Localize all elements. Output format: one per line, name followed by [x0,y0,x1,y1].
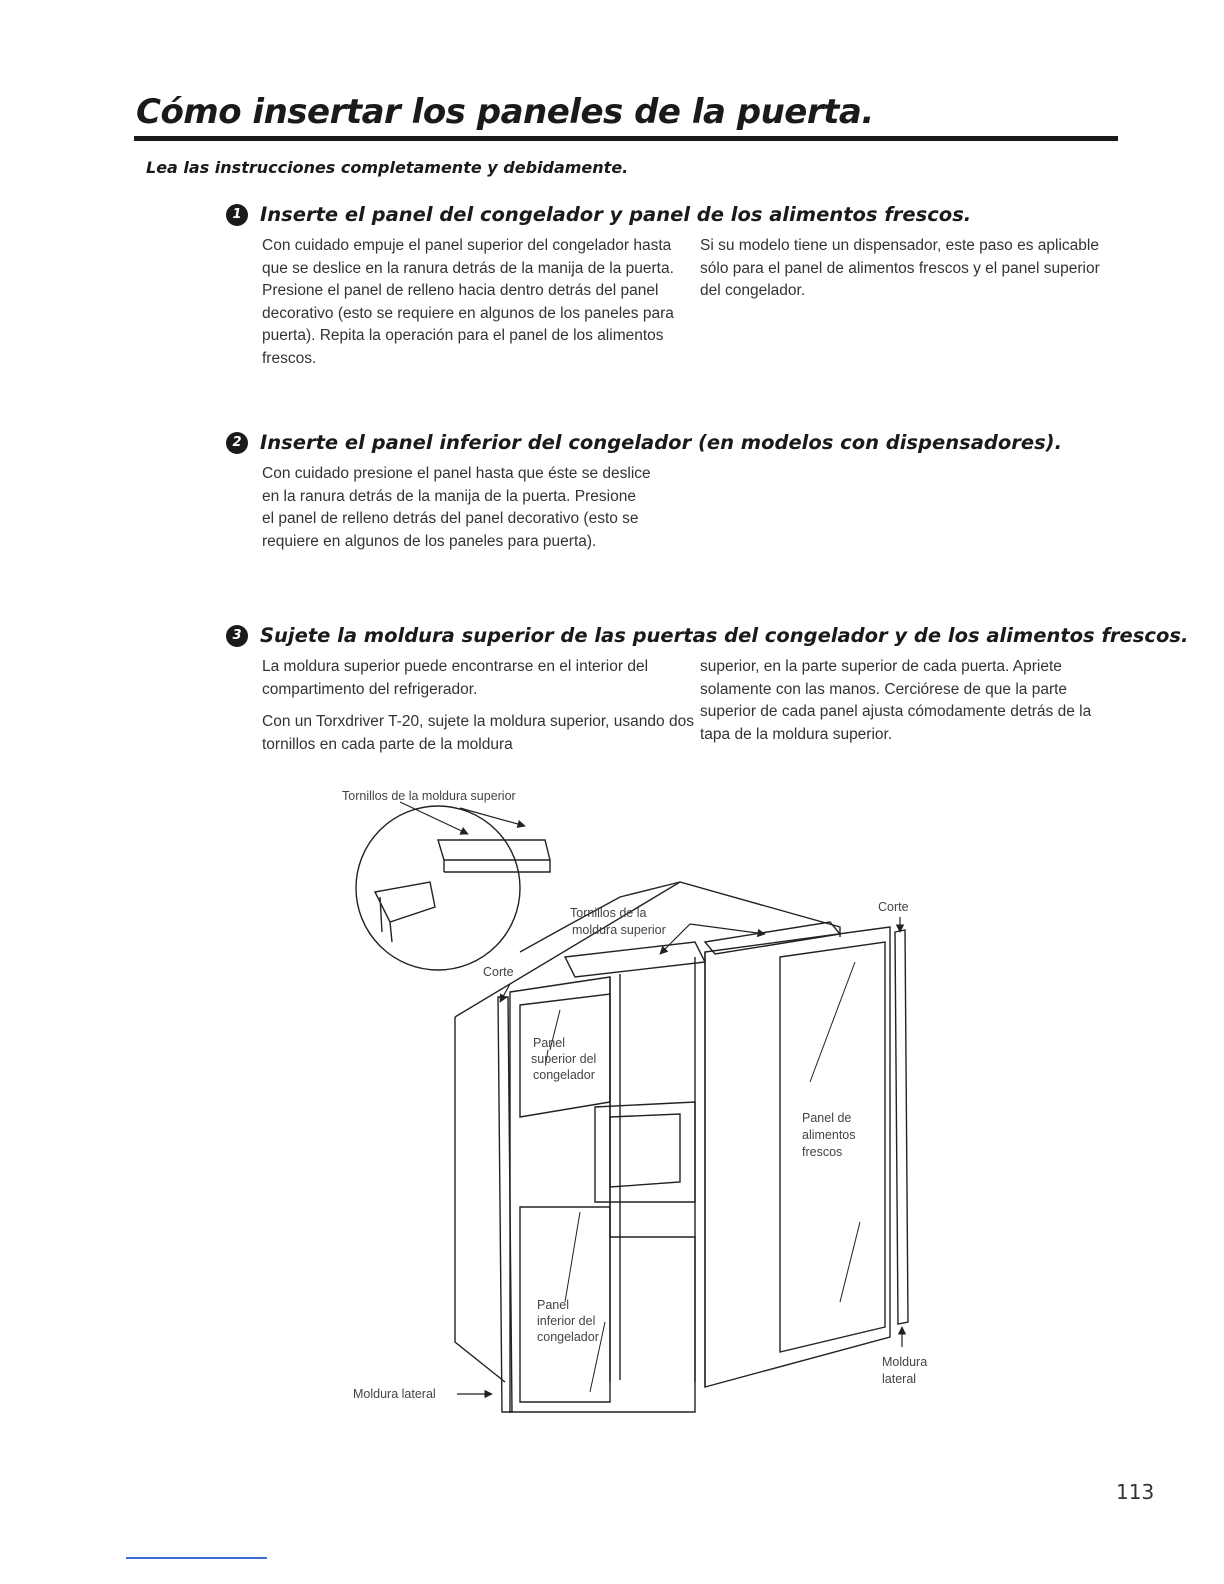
step-heading [226,624,1189,647]
step-title: Sujete la moldura superior de las puertas del congelador y de los alimentos frescos. [260,624,1189,647]
step-title: Inserte el panel del congelador y panel de los alimentos frescos. [260,203,972,226]
side-trim-right-label: Moldura [882,1355,928,1369]
step-body-right [700,656,1120,766]
footer-line [126,1557,267,1559]
step-body-left [262,463,652,563]
subtitle: Lea las instrucciones completamente y debidamente. [146,158,629,177]
paragraph: Con un Torxdriver T-20, sujete la moldura superior, usando dos tornillos en cada parte de la moldura [262,713,694,753]
step-body-right [700,235,1120,380]
screws-label: Tornillos de la [570,906,647,920]
fresh-food-label: Panel de [802,1111,852,1125]
step-body-left [262,235,700,380]
screws-label-2: moldura superior [572,923,666,937]
freezer-top-label: Panel [533,1036,565,1050]
step-3 [226,624,1189,766]
freezer-top-label-2: superior del [531,1052,597,1066]
step-1 [226,203,1126,380]
title-rule [134,136,1118,141]
page-title: Cómo insertar los paneles de la puerta. [136,92,874,132]
page-number: 113 [1116,1480,1155,1504]
paragraph: Con cuidado empuje el panel superior del congelador hasta que se deslice en la ranura detrás de la manija de la puerta. Presione el panel de relleno hacia dentro detrás del panel decorativo (esto se requiere en algunos de los paneles para puerta). Repita la operación para el panel de los alimentos frescos. [262,237,674,367]
paragraph: La moldura superior puede encontrarse en el interior del compartimento del refrigerador. [262,658,649,698]
side-trim-left-label: Moldura lateral [353,1387,436,1401]
freezer-top-label-3: congelador [533,1068,595,1082]
step-2 [226,431,1126,563]
step-number-badge: 2 [226,432,248,454]
step-heading [226,203,1126,226]
freezer-bottom-label-2: inferior del [537,1314,596,1328]
paragraph: Con cuidado presione el panel hasta que éste se deslice en la ranura detrás de la manija de la puerta. Presione el panel de relleno detrás del panel decorativo (esto se requiere en algunos de los paneles para puerta). [262,465,651,550]
fresh-food-label-2: alimentos [802,1128,856,1142]
freezer-bottom-label: Panel [537,1298,569,1312]
step-number-badge: 3 [226,625,248,647]
cut-label-right: Corte [878,900,909,914]
fresh-food-label-3: frescos [802,1145,843,1159]
step-body-left [262,656,700,766]
step-number-badge: 1 [226,204,248,226]
paragraph: superior, en la parte superior de cada puerta. Apriete solamente con las manos. Cerciórese de que la parte superior de cada panel ajusta cómodamente detrás de la tapa de la moldura superior. [700,658,1092,743]
step-heading [226,431,1126,454]
cut-label-left: Corte [483,965,514,979]
side-trim-right-label-2: lateral [882,1372,917,1386]
refrigerator-diagram [320,782,960,1422]
screws-inset-label: Tornillos de la moldura superior [342,789,516,803]
paragraph: Si su modelo tiene un dispensador, este paso es aplicable sólo para el panel de alimentos frescos y el panel superior del congelador. [700,237,1100,299]
step-title: Inserte el panel inferior del congelador (en modelos con dispensadores). [260,431,1062,454]
freezer-bottom-label-3: congelador [537,1330,599,1344]
detail-inset-circle [356,806,520,970]
